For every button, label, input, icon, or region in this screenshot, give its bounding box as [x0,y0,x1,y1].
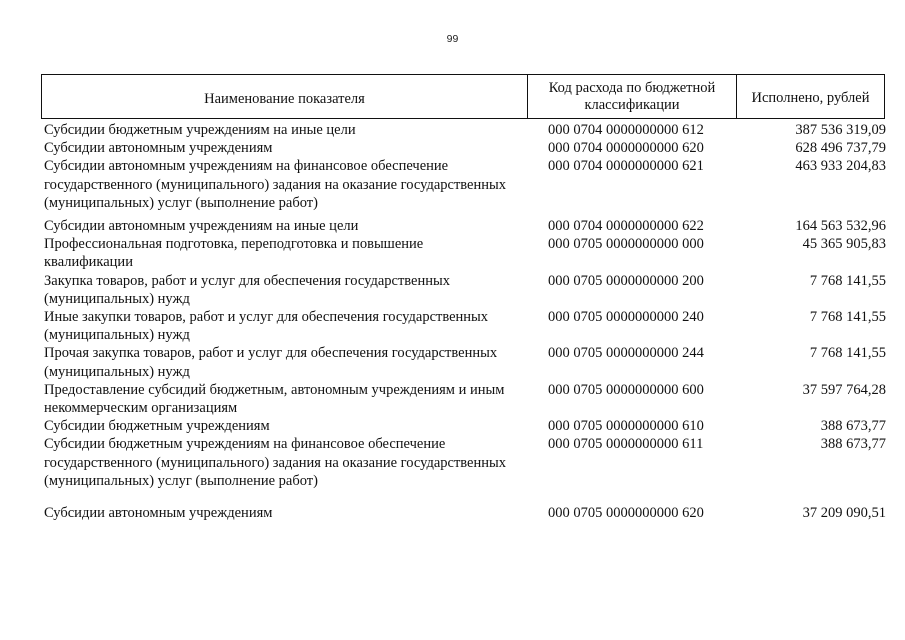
row-sum: 387 536 319,09 [795,122,886,138]
table-row [44,308,886,344]
row-sum: 7 768 141,55 [809,309,886,326]
table-row [44,435,886,490]
table-body [44,121,886,522]
row-sum: 628 496 737,79 [795,140,886,157]
row-name: Субсидии бюджетным учреждениям [44,418,270,435]
row-sum: 388 673,77 [820,436,886,453]
header-sum: Исполнено, рублей [751,90,870,106]
table-row [44,217,886,235]
row-name: Субсидии автономным учреждениям на финансовое обеспечение государственного (муниципального) задания на оказание государственных (муниципальных) услуг (выполнение работ) [44,158,506,211]
table-row [44,157,886,212]
row-name: Предоставление субсидий бюджетным, автономным учреждениям и иным некоммерческим организациям [44,381,505,417]
table-row [44,139,886,157]
row-code: 000 0704 0000000000 621 [548,158,704,175]
table-row [44,272,886,308]
row-code: 000 0704 0000000000 622 [548,218,704,235]
row-code: 000 0705 0000000000 240 [548,309,704,326]
header-code: Код расхода по бюджетной классификации [528,75,737,118]
row-name: Субсидии автономным учреждениям [44,140,273,157]
row-code: 000 0705 0000000000 620 [548,505,704,522]
row-code: 000 0705 0000000000 611 [548,436,704,453]
row-code: 000 0704 0000000000 612 [548,122,704,138]
row-sum: 164 563 532,96 [795,218,886,235]
table-row [44,504,886,522]
row-code: 000 0705 0000000000 200 [548,272,704,289]
row-name: Субсидии автономным учреждениям на иные цели [44,218,359,235]
row-sum: 7 768 141,55 [809,272,886,289]
row-code: 000 0705 0000000000 000 [548,236,704,253]
table-row [44,344,886,380]
row-code: 000 0704 0000000000 620 [548,140,704,157]
row-name: Субсидии бюджетным учреждениям на иные цели [44,122,356,138]
row-sum: 7 768 141,55 [809,345,886,362]
row-name: Субсидии автономным учреждениям [44,505,273,522]
table-row [44,235,886,271]
row-name: Прочая закупка товаров, работ и услуг для обеспечения государственных (муниципальных) нужд [44,345,498,380]
row-name: Профессиональная подготовка, переподготовка и повышение квалификации [44,236,424,271]
row-name: Субсидии бюджетным учреждениям на финансовое обеспечение государственного (муниципального) задания на оказание государственных (муниципальных) услуг (выполнение работ) [44,436,506,489]
row-code: 000 0705 0000000000 244 [548,345,704,362]
page-number: 99 [446,33,459,45]
row-sum: 388 673,77 [820,418,886,435]
row-name: Иные закупки товаров, работ и услуг для обеспечения государственных (муниципальных) нужд [44,309,489,344]
row-code: 000 0705 0000000000 600 [548,381,704,398]
table-row [44,381,886,417]
row-sum: 37 597 764,28 [802,381,886,398]
header-name: Наименование показателя [42,75,528,118]
table-row [44,417,886,435]
row-code: 000 0705 0000000000 610 [548,418,704,435]
row-sum: 45 365 905,83 [802,236,886,253]
row-sum: 37 209 090,51 [802,505,886,522]
table-row [44,121,886,139]
row-sum: 463 933 204,83 [795,158,886,175]
table-header [41,74,885,119]
row-name: Закупка товаров, работ и услуг для обеспечения государственных (муниципальных) нужд [44,272,451,307]
